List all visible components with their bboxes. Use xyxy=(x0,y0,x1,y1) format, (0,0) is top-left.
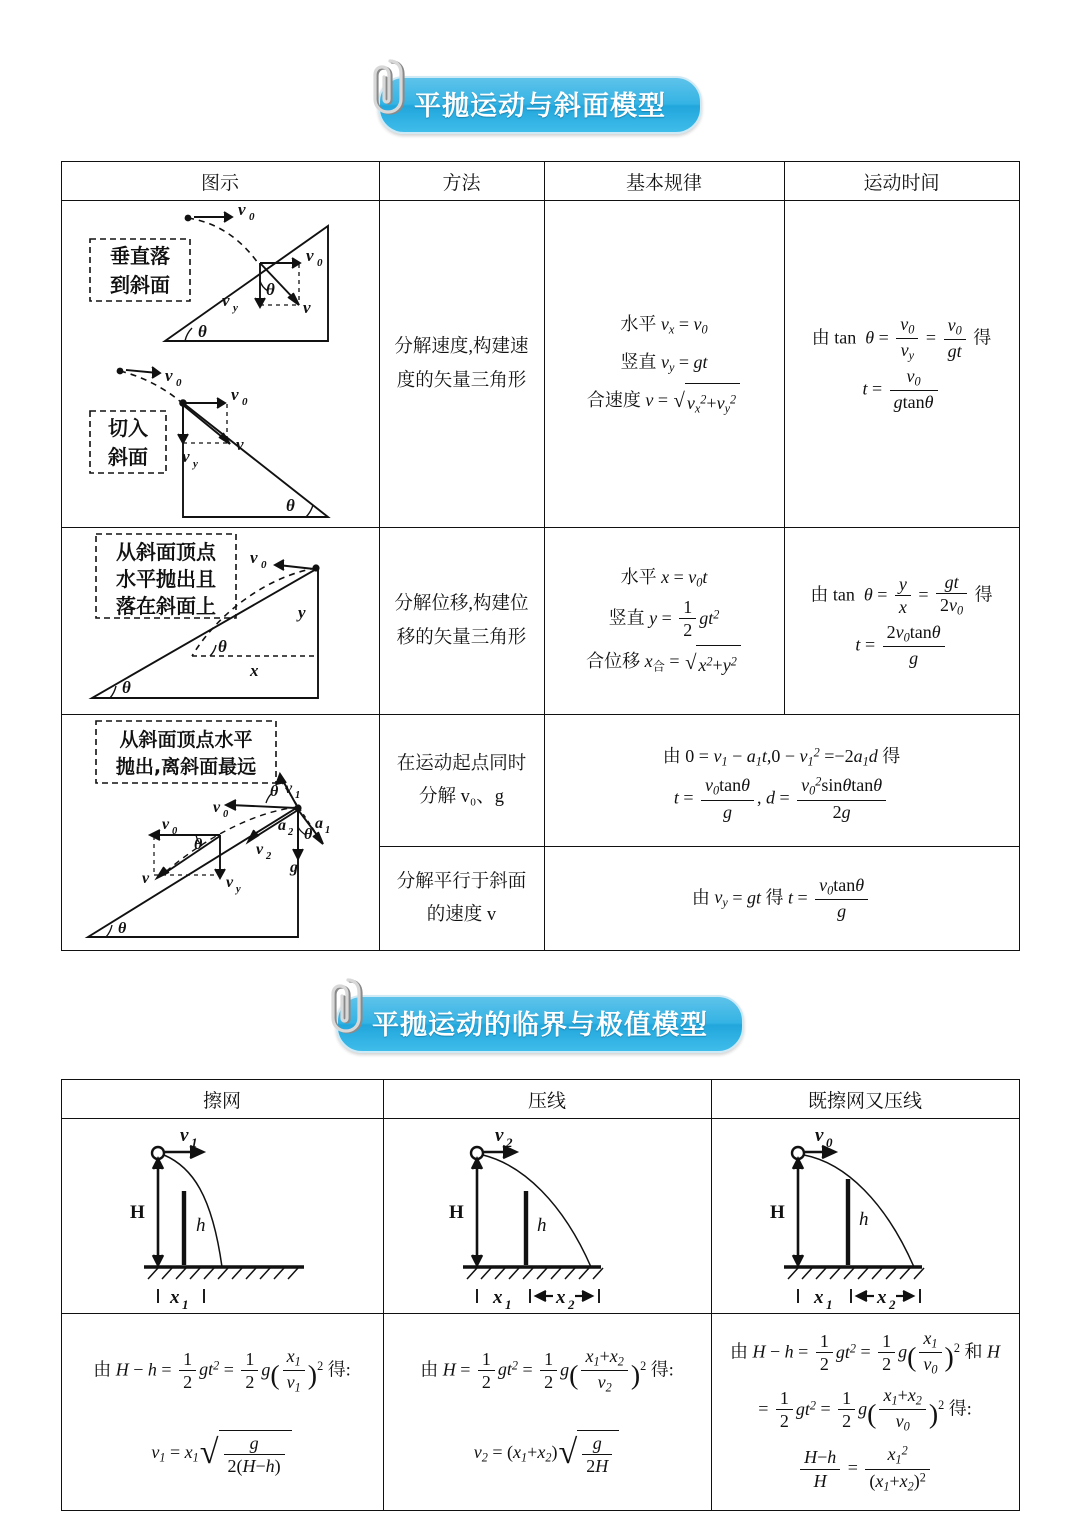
formula-line-3: $\frac{H-h}{H}$ = $\frac{x_1^2}{(x_1+x_2)^2}$ xyxy=(718,1445,1013,1494)
figure-cell-both xyxy=(711,1119,1019,1314)
table-row xyxy=(61,1314,1019,1511)
method-line-2: 度的矢量三角形 xyxy=(396,370,527,391)
svg-text:1: 1 xyxy=(826,1297,833,1312)
svg-text:2: 2 xyxy=(568,1297,575,1312)
result-line-2: t = $\frac{v_0\tan\theta}{g}$ , d = $\frac{v_0^2\sin\theta\tan\theta}{2g}$ xyxy=(545,776,1019,822)
time-line-2: t = $\frac{2v_0\tan\theta}{g}$ xyxy=(785,623,1019,669)
svg-text:v: v xyxy=(182,447,190,466)
figure-box-label-3b: 水平抛出且 xyxy=(116,567,216,591)
svg-text:x: x xyxy=(250,661,259,680)
svg-text:x: x xyxy=(556,1287,566,1308)
svg-text:θ: θ xyxy=(122,678,131,697)
svg-text:0: 0 xyxy=(826,1135,833,1150)
header-time: 运动时间 xyxy=(784,162,1019,201)
table-row xyxy=(61,715,1019,847)
formula-line-1: 由 H − h = $\frac{1}{2}$ $gt^2$ = $\frac{1}{2}$ g( $\frac{x_1}{v_1}$ )$^2$ 得: xyxy=(93,1345,351,1395)
svg-text:v: v xyxy=(256,841,264,858)
header-both: 既擦网又压线 xyxy=(711,1080,1019,1119)
svg-text:1: 1 xyxy=(325,825,331,836)
figure-box-label-4b: 抛出,离斜面最远 xyxy=(115,756,257,778)
method-line-2: 移的矢量三角形 xyxy=(396,627,527,648)
svg-text:1: 1 xyxy=(182,1297,189,1312)
svg-text:0: 0 xyxy=(176,377,182,389)
figure-box-label-2b: 斜面 xyxy=(108,445,148,469)
figure-cell-row1 xyxy=(61,201,379,528)
time-line-1: 由 tan θ = $\frac{v_0}{v_y}$ = $\frac{v_0}{gt}$ 得 xyxy=(811,313,992,363)
law-prefix: 水平 xyxy=(620,567,657,588)
svg-text:θ: θ xyxy=(118,920,127,937)
svg-text:H: H xyxy=(130,1202,145,1223)
header-line-press: 压线 xyxy=(383,1080,711,1119)
formula-cell-graze xyxy=(61,1314,383,1511)
figure-box-label-2a: 切入 xyxy=(108,416,148,440)
result-line-1: 由 $v_y$ = gt 得 t = $\frac{v_0\tan\theta}{g}$ xyxy=(545,876,1019,922)
svg-text:θ: θ xyxy=(266,280,275,299)
svg-text:a: a xyxy=(278,817,286,834)
header-net-graze: 擦网 xyxy=(61,1080,383,1119)
svg-text:v: v xyxy=(213,799,221,816)
law-line-1: 水平 $v_x = v_0$ xyxy=(620,314,708,337)
figure-perpendicular-landing xyxy=(70,201,370,351)
svg-text:0: 0 xyxy=(242,396,248,408)
figure-box-label-3a: 从斜面顶点 xyxy=(116,540,216,564)
figure-box-label-1a: 垂直落 xyxy=(110,244,170,268)
figure-graze-and-press xyxy=(720,1119,1010,1313)
svg-text:y: y xyxy=(193,458,198,470)
svg-text:x: x xyxy=(814,1287,824,1308)
law-line-2: 竖直 $v_y$ = gt xyxy=(620,352,708,375)
method-line-1: 在运动起点同时 xyxy=(396,753,527,774)
header-figure: 图示 xyxy=(61,162,379,201)
figure-press-line xyxy=(393,1119,701,1313)
svg-text:v: v xyxy=(303,298,311,317)
method-cell-row3b xyxy=(379,847,544,951)
formula-line-2: = $\frac{1}{2}$ $gt^2$ = $\frac{1}{2}$ g( $\frac{x_1+x_2}{v_0}$ )$^2$ 得: xyxy=(758,1385,972,1434)
svg-text:v: v xyxy=(285,780,293,797)
result-cell-row3b xyxy=(544,847,1019,951)
law-line-1: 水平 $x = v_0t$ xyxy=(620,567,708,590)
svg-text:H: H xyxy=(449,1202,464,1223)
svg-text:1: 1 xyxy=(505,1297,512,1312)
figure-cell-row2 xyxy=(61,528,379,715)
svg-text:x: x xyxy=(170,1287,180,1308)
result-cell-row3a xyxy=(544,715,1019,847)
svg-text:h: h xyxy=(537,1215,547,1236)
svg-text:v: v xyxy=(165,366,173,385)
header-law: 基本规律 xyxy=(544,162,784,201)
svg-text:x: x xyxy=(877,1287,887,1308)
svg-text:v: v xyxy=(815,1125,824,1146)
banner-pill-2 xyxy=(336,995,744,1053)
table2-wrap xyxy=(0,1079,1080,1511)
svg-text:θ: θ xyxy=(270,783,279,800)
time-cell-row1 xyxy=(784,201,1019,528)
svg-text:v: v xyxy=(222,291,230,310)
table-header-row xyxy=(61,1080,1019,1119)
method-cell-row2 xyxy=(379,528,544,715)
svg-text:x: x xyxy=(493,1287,503,1308)
law-line-2: 竖直 y = $\frac{1}{2}$ $gt^2$ xyxy=(608,596,720,641)
formula-cell-press-line xyxy=(383,1314,711,1511)
svg-text:v: v xyxy=(162,816,170,833)
time-line-2: t = $\frac{v_0}{gtan\theta}$ xyxy=(785,367,1019,413)
svg-text:2: 2 xyxy=(506,1135,513,1150)
svg-text:2: 2 xyxy=(288,827,294,838)
law-prefix: 合速度 xyxy=(586,389,641,410)
figure-cell-row3 xyxy=(61,715,379,951)
formula-line-2: $v_2 = (x_1+x_2)$ √ $\frac{g}{2H}$ xyxy=(392,1430,703,1477)
svg-text:θ: θ xyxy=(194,836,203,853)
figure-max-distance-from-incline xyxy=(70,715,370,950)
slope-model-table xyxy=(61,161,1020,951)
svg-text:v: v xyxy=(231,385,239,404)
svg-text:1: 1 xyxy=(295,790,301,801)
svg-text:g: g xyxy=(290,859,298,876)
table-row xyxy=(61,201,1019,528)
figure-cut-into-incline xyxy=(70,351,370,527)
paperclip-icon xyxy=(324,975,368,1037)
svg-text:v: v xyxy=(306,246,314,265)
svg-text:y: y xyxy=(298,603,306,622)
svg-text:θ: θ xyxy=(286,496,295,515)
svg-text:v: v xyxy=(236,435,244,454)
svg-text:1: 1 xyxy=(191,1135,198,1150)
document-page xyxy=(0,76,1080,1539)
svg-text:2: 2 xyxy=(266,851,272,862)
figure-launch-from-apex xyxy=(70,528,370,714)
method-cell-row3a xyxy=(379,715,544,847)
svg-text:0: 0 xyxy=(249,211,255,223)
section1-title: 平抛运动与斜面模型 xyxy=(414,91,666,122)
figure-graze-net xyxy=(72,1119,372,1313)
table1-wrap xyxy=(0,161,1080,951)
time-line-1: 由 tan θ = $\frac{y}{x}$ = $\frac{gt}{2v_0}$ 得 xyxy=(810,572,993,618)
svg-text:0: 0 xyxy=(261,559,267,571)
section2-banner xyxy=(0,995,1080,1053)
table-header-row xyxy=(61,162,1019,201)
svg-text:0: 0 xyxy=(223,809,229,820)
method-line-2: 分解 v₀、g xyxy=(418,787,505,808)
law-line-3: 合位移 $x_合$ = √ $x^2+y^2$ xyxy=(545,644,784,681)
formula-line-2: $v_1 = x_1$ √ $\frac{g}{2(H-h)}$ xyxy=(70,1430,375,1477)
law-cell-row1 xyxy=(544,201,784,528)
svg-text:v: v xyxy=(495,1125,504,1146)
svg-text:h: h xyxy=(196,1215,206,1236)
formula-cell-both xyxy=(711,1314,1019,1511)
figure-box-label-3c: 落在斜面上 xyxy=(116,594,216,618)
critical-extremum-table xyxy=(61,1079,1020,1511)
method-line-1: 分解位移,构建位 xyxy=(394,593,529,614)
svg-text:θ: θ xyxy=(218,637,227,656)
svg-text:0: 0 xyxy=(172,826,178,837)
law-prefix: 竖直 xyxy=(608,607,645,628)
svg-text:v: v xyxy=(180,1125,189,1146)
method-line-1: 分解平行于斜面 xyxy=(396,871,527,892)
law-line-3: 合速度 v = √ $v_x^2+v_y^2$ xyxy=(545,383,784,421)
time-cell-row2 xyxy=(784,528,1019,715)
svg-text:v: v xyxy=(226,874,234,891)
figure-box-label-1b: 到斜面 xyxy=(110,273,170,297)
method-line-1: 分解速度,构建速 xyxy=(394,336,529,357)
figure-cell-press-line xyxy=(383,1119,711,1314)
svg-text:y: y xyxy=(236,884,241,895)
section2-title: 平抛运动的临界与极值模型 xyxy=(372,1010,708,1041)
formula-line-1: 由 H − h = $\frac{1}{2}$ $gt^2$ = $\frac{1}{2}$ g( $\frac{x_1}{v_0}$ )$^2$ 和 H xyxy=(730,1328,1000,1377)
svg-text:2: 2 xyxy=(889,1297,896,1312)
figure-box-label-4a: 从斜面顶点水平 xyxy=(119,729,253,751)
formula-line-1: 由 H = $\frac{1}{2}$ $gt^2$ = $\frac{1}{2}$ g( $\frac{x_1+x_2}{v_2}$ )$^2$ 得: xyxy=(420,1345,674,1395)
method-cell-row1 xyxy=(379,201,544,528)
law-cell-row2 xyxy=(544,528,784,715)
svg-text:y: y xyxy=(233,302,238,314)
result-line-1: 由 $0 = v_1 - a_1t,0 - v_1^2 =-2a_1d$ 得 xyxy=(662,745,901,769)
svg-text:θ: θ xyxy=(304,826,313,843)
svg-text:H: H xyxy=(770,1202,785,1223)
svg-text:h: h xyxy=(859,1209,869,1230)
svg-text:θ: θ xyxy=(198,322,207,341)
svg-text:v: v xyxy=(238,200,246,219)
law-prefix: 水平 xyxy=(620,314,657,335)
svg-text:a: a xyxy=(315,815,323,832)
table-row xyxy=(61,528,1019,715)
method-line-2: 的速度 v xyxy=(426,905,497,926)
svg-text:0: 0 xyxy=(317,257,323,269)
section1-banner xyxy=(0,76,1080,134)
table-row xyxy=(61,1119,1019,1314)
figure-cell-graze xyxy=(61,1119,383,1314)
svg-text:v: v xyxy=(142,870,150,887)
paperclip-icon xyxy=(366,56,410,118)
law-prefix: 竖直 xyxy=(620,352,657,373)
law-prefix: 合位移 xyxy=(586,651,641,672)
svg-text:v: v xyxy=(250,548,258,567)
banner-pill-1 xyxy=(378,76,702,134)
header-method: 方法 xyxy=(379,162,544,201)
